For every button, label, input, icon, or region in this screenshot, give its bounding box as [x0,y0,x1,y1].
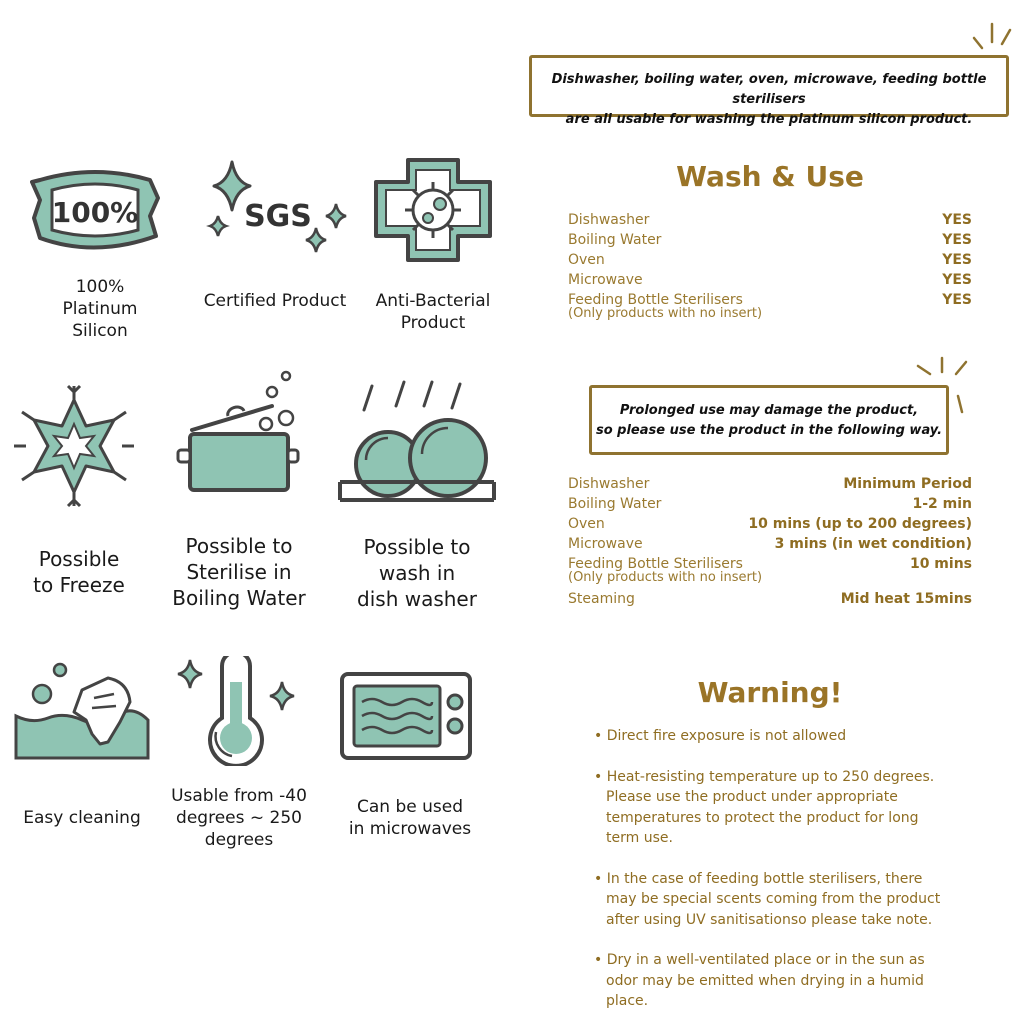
icon-cell-boiling [176,370,300,500]
label-anti-bacterial: Anti-Bacterial Product [375,291,491,333]
snowflake-icon [12,384,136,508]
label-boiling: Possible to Sterilise in Boiling Water [172,534,306,610]
row-value: YES [942,232,972,248]
row-value: Minimum Period [843,476,972,492]
row-label: Oven [568,516,605,532]
label-thermometer: Usable from -40 degrees ~ 250 degrees [171,786,307,850]
icon-cell-freeze [12,384,136,508]
table-row [568,534,972,554]
row-label: Steaming [568,591,635,607]
table-row [568,210,972,230]
table-row [568,230,972,250]
row-sub-note: (Only products with no insert) [568,306,763,321]
icon-cell-100-percent [30,158,160,268]
thermometer-icon [172,656,300,766]
wash-use-table [568,210,972,321]
row-value: 3 mins (in wet condition) [774,536,972,552]
prolonged-note-line1: Prolonged use may damage the product, [619,403,919,418]
warning-title: Warning! [697,676,843,709]
row-label: Oven [568,252,605,268]
warning-item: • Heat-resisting temperature up to 250 degrees. Please use the product under appropriate temperatures to protect the product for long term use. [594,768,935,846]
icon-cell-microwave [338,670,474,762]
icon-cell-anti-bacterial [370,156,496,266]
row-sub-note: (Only products with no insert) [568,570,763,585]
row-label: Dishwasher [568,212,650,228]
dish-washer-icon [336,380,498,510]
warning-item: • In the case of feeding bottle sterilisers, there may be special scents coming from the product after using UV sanitisationso please take note. [594,870,941,928]
table-row [568,514,972,534]
warning-item: • Direct fire exposure is not allowed [594,728,847,744]
table-row [568,494,972,514]
row-value: Mid heat 15mins [840,591,972,607]
table-row [568,589,972,609]
warning-list [594,726,954,1032]
row-value: YES [942,272,972,288]
row-value: 10 mins [909,556,972,572]
row-value: YES [942,252,972,268]
anti-bacterial-cross-icon [370,156,496,266]
table-row [568,270,972,290]
sgs-text: SGS [244,199,312,234]
usage-table [568,474,972,609]
badge-text: 100% [51,196,139,229]
label-freeze: Possible to Freeze [33,547,125,597]
table-row [568,250,972,270]
row-value: 10 mins (up to 200 degrees) [748,516,972,532]
row-value: 1-2 min [912,496,972,512]
row-label: Microwave [568,272,643,288]
label-certified: Certified Product [203,291,347,311]
warning-item: • Dry in a well-ventilated place or in the sun as odor may be emitted when drying in a humid place. [594,952,925,1009]
row-label: Boiling Water [568,232,662,248]
usable-note-line2: are all usable for washing the platinum silicon product. [565,112,973,127]
boiling-pot-icon [176,370,300,500]
label-microwave: Can be used in microwaves [348,797,472,839]
row-label: Boiling Water [568,496,662,512]
prolonged-note-line2: so please use the product in the following way. [595,423,943,438]
label-100-percent: 100% Platinum Silicon [62,277,138,341]
microwave-icon [338,670,474,762]
sparkle-lines-icon [968,20,1018,52]
label-dishwasher: Possible to wash in dish washer [357,535,477,611]
icon-cell-easy-cleaning [12,660,152,764]
usable-note-box [529,55,1009,127]
table-row [568,474,972,494]
usable-note-line1: Dishwasher, boiling water, oven, microwave, feeding bottle sterilisers [551,72,987,107]
label-easy-cleaning: Easy cleaning [23,808,141,828]
sgs-certified-icon [200,158,350,268]
row-value: YES [942,212,972,228]
icon-cell-sgs [200,158,350,268]
hand-washing-icon [12,660,152,764]
row-label: Feeding Bottle Sterilisers [568,292,743,308]
row-label: Feeding Bottle Sterilisers [568,556,743,572]
icon-cell-thermometer [172,656,300,766]
row-value: YES [942,292,972,308]
icon-cell-dishwasher [336,380,498,510]
wash-use-title: Wash & Use [676,160,864,193]
100-percent-badge-icon [30,158,160,268]
prolonged-use-box [589,385,949,455]
row-label: Dishwasher [568,476,650,492]
row-label: Microwave [568,536,643,552]
